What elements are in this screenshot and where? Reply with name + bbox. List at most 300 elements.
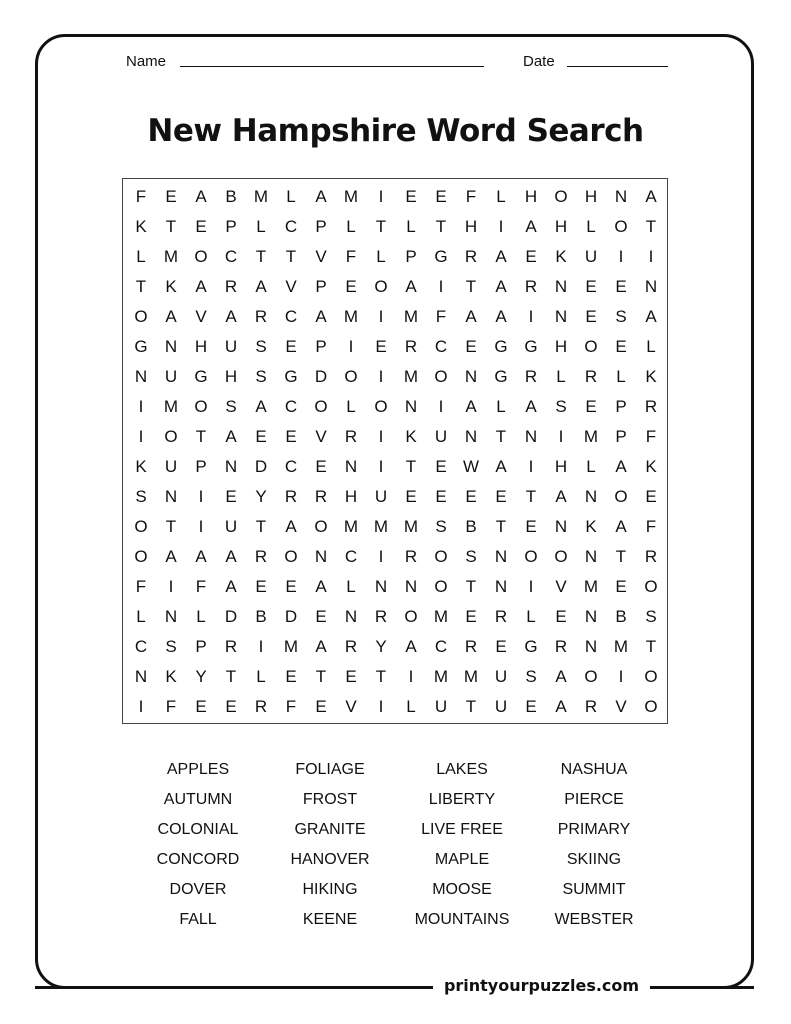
grid-cell[interactable]: A [225, 547, 237, 566]
grid-cell[interactable]: P [405, 247, 417, 266]
grid-cell[interactable]: Y [375, 637, 387, 656]
grid-cell[interactable]: O [554, 187, 568, 206]
grid-cell[interactable]: N [164, 487, 178, 506]
grid-cell[interactable]: I [258, 637, 264, 656]
grid-cell[interactable]: O [164, 427, 178, 446]
grid-cell[interactable]: O [644, 577, 658, 596]
grid-cell[interactable]: N [554, 517, 568, 536]
grid-cell[interactable]: N [464, 367, 478, 386]
grid-cell[interactable]: T [225, 667, 237, 686]
date-field[interactable] [567, 66, 668, 67]
grid-cell[interactable]: O [434, 577, 448, 596]
grid-cell[interactable]: V [615, 697, 627, 716]
grid-cell[interactable]: M [373, 517, 389, 536]
grid-cell[interactable]: B [615, 607, 627, 626]
grid-cell[interactable]: C [344, 547, 358, 566]
grid-cell[interactable]: O [614, 217, 628, 236]
grid-cell[interactable]: G [434, 247, 448, 266]
grid-cell[interactable]: D [284, 607, 298, 626]
grid-cell[interactable]: P [195, 637, 207, 656]
grid-cell[interactable]: T [285, 247, 297, 266]
grid-cell[interactable]: M [253, 187, 269, 206]
grid-cell[interactable]: E [315, 457, 327, 476]
grid-cell[interactable]: E [585, 277, 597, 296]
grid-cell[interactable]: O [434, 367, 448, 386]
grid-cell[interactable]: E [345, 277, 357, 296]
grid-cell[interactable]: E [465, 487, 477, 506]
grid-cell[interactable]: C [434, 337, 448, 356]
grid-cell[interactable]: G [284, 367, 298, 386]
grid-cell[interactable]: C [134, 637, 148, 656]
grid-cell[interactable]: R [374, 607, 388, 626]
grid-cell[interactable]: E [225, 487, 237, 506]
grid-cell[interactable]: I [138, 427, 144, 446]
grid-cell[interactable]: M [343, 307, 359, 326]
grid-cell[interactable]: A [255, 397, 267, 416]
grid-cell[interactable]: T [465, 697, 477, 716]
grid-cell[interactable]: E [405, 487, 417, 506]
grid-cell[interactable]: E [525, 517, 537, 536]
grid-cell[interactable]: O [134, 547, 148, 566]
grid-cell[interactable]: T [375, 217, 387, 236]
grid-cell[interactable]: C [284, 217, 298, 236]
grid-cell[interactable]: S [135, 487, 147, 506]
grid-cell[interactable]: K [555, 247, 567, 266]
grid-cell[interactable]: U [584, 247, 598, 266]
grid-cell[interactable]: T [645, 637, 657, 656]
grid-cell[interactable]: M [433, 607, 449, 626]
grid-cell[interactable]: L [136, 607, 146, 626]
grid-cell[interactable]: T [495, 427, 507, 446]
grid-cell[interactable]: N [494, 547, 508, 566]
grid-cell[interactable]: M [463, 667, 479, 686]
grid-cell[interactable]: L [346, 217, 356, 236]
grid-cell[interactable]: A [555, 667, 567, 686]
grid-cell[interactable]: E [285, 667, 297, 686]
grid-cell[interactable]: L [136, 247, 146, 266]
grid-cell[interactable]: T [405, 457, 417, 476]
grid-cell[interactable]: A [165, 307, 177, 326]
grid-cell[interactable]: A [645, 307, 657, 326]
grid-cell[interactable]: I [528, 307, 534, 326]
grid-cell[interactable]: A [465, 397, 477, 416]
grid-cell[interactable]: K [165, 667, 177, 686]
grid-cell[interactable]: Y [255, 487, 267, 506]
grid-cell[interactable]: I [408, 667, 414, 686]
grid-cell[interactable]: I [528, 457, 534, 476]
grid-cell[interactable]: R [344, 427, 358, 446]
grid-cell[interactable]: A [555, 487, 567, 506]
grid-cell[interactable]: H [224, 367, 238, 386]
grid-cell[interactable]: G [524, 637, 538, 656]
grid-cell[interactable]: Y [195, 667, 207, 686]
grid-cell[interactable]: B [225, 187, 237, 206]
grid-cell[interactable]: N [584, 547, 598, 566]
grid-cell[interactable]: R [314, 487, 328, 506]
grid-cell[interactable]: E [615, 337, 627, 356]
grid-cell[interactable]: O [644, 667, 658, 686]
grid-cell[interactable]: O [554, 547, 568, 566]
grid-cell[interactable]: A [555, 697, 567, 716]
grid-cell[interactable]: S [525, 667, 537, 686]
grid-cell[interactable]: S [255, 367, 267, 386]
grid-cell[interactable]: I [438, 397, 444, 416]
grid-cell[interactable]: O [134, 307, 148, 326]
grid-cell[interactable]: L [406, 697, 416, 716]
grid-cell[interactable]: E [315, 607, 327, 626]
grid-cell[interactable]: R [344, 637, 358, 656]
grid-cell[interactable]: R [584, 367, 598, 386]
grid-cell[interactable]: A [525, 217, 537, 236]
grid-cell[interactable]: L [496, 187, 506, 206]
grid-cell[interactable]: A [315, 637, 327, 656]
grid-cell[interactable]: U [434, 697, 448, 716]
grid-cell[interactable]: E [615, 277, 627, 296]
grid-cell[interactable]: E [225, 697, 237, 716]
grid-cell[interactable]: R [254, 307, 268, 326]
grid-cell[interactable]: A [615, 457, 627, 476]
grid-cell[interactable]: A [315, 577, 327, 596]
grid-cell[interactable]: F [645, 427, 657, 446]
grid-cell[interactable]: P [315, 337, 327, 356]
grid-cell[interactable]: R [404, 337, 418, 356]
grid-cell[interactable]: K [645, 457, 657, 476]
grid-cell[interactable]: A [315, 307, 327, 326]
grid-cell[interactable]: R [224, 277, 238, 296]
grid-cell[interactable]: A [495, 457, 507, 476]
grid-cell[interactable]: E [285, 577, 297, 596]
grid-cell[interactable]: E [465, 607, 477, 626]
grid-cell[interactable]: E [285, 337, 297, 356]
grid-cell[interactable]: N [584, 637, 598, 656]
grid-cell[interactable]: K [645, 367, 657, 386]
grid-cell[interactable]: O [314, 397, 328, 416]
grid-cell[interactable]: A [225, 307, 237, 326]
grid-cell[interactable]: A [495, 247, 507, 266]
grid-cell[interactable]: S [465, 547, 477, 566]
grid-cell[interactable]: E [435, 487, 447, 506]
grid-cell[interactable]: S [255, 337, 267, 356]
grid-cell[interactable]: R [284, 487, 298, 506]
grid-cell[interactable]: R [524, 277, 538, 296]
grid-cell[interactable]: I [378, 457, 384, 476]
grid-cell[interactable]: V [345, 697, 357, 716]
grid-cell[interactable]: U [434, 427, 448, 446]
grid-cell[interactable]: N [314, 547, 328, 566]
grid-cell[interactable]: N [524, 427, 538, 446]
grid-cell[interactable]: T [195, 427, 207, 446]
grid-cell[interactable]: P [225, 217, 237, 236]
grid-cell[interactable]: A [195, 547, 207, 566]
grid-cell[interactable]: U [494, 667, 508, 686]
grid-cell[interactable]: N [224, 457, 238, 476]
grid-cell[interactable]: N [404, 577, 418, 596]
grid-cell[interactable]: F [465, 187, 477, 206]
grid-cell[interactable]: N [554, 307, 568, 326]
grid-cell[interactable]: L [256, 667, 266, 686]
grid-cell[interactable]: G [494, 367, 508, 386]
grid-cell[interactable]: I [348, 337, 354, 356]
grid-cell[interactable]: O [374, 397, 388, 416]
grid-cell[interactable]: C [434, 637, 448, 656]
grid-cell[interactable]: L [616, 367, 626, 386]
grid-cell[interactable]: G [494, 337, 508, 356]
grid-cell[interactable]: F [645, 517, 657, 536]
grid-cell[interactable]: F [435, 307, 447, 326]
grid-cell[interactable]: A [225, 427, 237, 446]
grid-cell[interactable]: U [494, 697, 508, 716]
grid-cell[interactable]: T [615, 547, 627, 566]
grid-cell[interactable]: K [135, 457, 147, 476]
grid-cell[interactable]: L [556, 367, 566, 386]
grid-cell[interactable]: G [524, 337, 538, 356]
grid-cell[interactable]: T [645, 217, 657, 236]
grid-cell[interactable]: R [494, 607, 508, 626]
grid-cell[interactable]: O [614, 487, 628, 506]
grid-cell[interactable]: E [585, 397, 597, 416]
grid-cell[interactable]: A [285, 517, 297, 536]
grid-cell[interactable]: O [404, 607, 418, 626]
grid-cell[interactable]: O [644, 697, 658, 716]
grid-cell[interactable]: M [403, 307, 419, 326]
grid-cell[interactable]: B [465, 517, 477, 536]
grid-cell[interactable]: S [225, 397, 237, 416]
grid-cell[interactable]: N [554, 277, 568, 296]
grid-cell[interactable]: E [435, 457, 447, 476]
grid-cell[interactable]: U [224, 517, 238, 536]
grid-cell[interactable]: E [195, 217, 207, 236]
grid-cell[interactable]: O [134, 517, 148, 536]
grid-cell[interactable]: F [165, 697, 177, 716]
grid-cell[interactable]: G [194, 367, 208, 386]
grid-cell[interactable]: T [375, 667, 387, 686]
grid-cell[interactable]: N [344, 457, 358, 476]
grid-cell[interactable]: S [645, 607, 657, 626]
grid-cell[interactable]: T [525, 487, 537, 506]
grid-cell[interactable]: T [465, 577, 477, 596]
grid-cell[interactable]: E [315, 697, 327, 716]
grid-cell[interactable]: I [618, 667, 624, 686]
grid-cell[interactable]: N [404, 397, 418, 416]
grid-cell[interactable]: I [168, 577, 174, 596]
grid-cell[interactable]: A [405, 637, 417, 656]
grid-cell[interactable]: A [495, 307, 507, 326]
grid-cell[interactable]: M [343, 517, 359, 536]
grid-cell[interactable]: T [255, 517, 267, 536]
grid-cell[interactable]: F [285, 697, 297, 716]
grid-cell[interactable]: A [645, 187, 657, 206]
grid-cell[interactable]: I [528, 577, 534, 596]
grid-cell[interactable]: M [583, 577, 599, 596]
grid-cell[interactable]: A [495, 277, 507, 296]
grid-cell[interactable]: E [375, 337, 387, 356]
grid-cell[interactable]: N [644, 277, 658, 296]
grid-cell[interactable]: R [554, 637, 568, 656]
grid-cell[interactable]: O [314, 517, 328, 536]
grid-cell[interactable]: I [438, 277, 444, 296]
grid-cell[interactable]: H [194, 337, 208, 356]
grid-cell[interactable]: M [343, 187, 359, 206]
grid-cell[interactable]: I [198, 517, 204, 536]
grid-cell[interactable]: D [254, 457, 268, 476]
grid-cell[interactable]: H [464, 217, 478, 236]
grid-cell[interactable]: S [435, 517, 447, 536]
grid-cell[interactable]: R [224, 637, 238, 656]
grid-cell[interactable]: O [584, 337, 598, 356]
grid-cell[interactable]: S [555, 397, 567, 416]
grid-cell[interactable]: I [378, 307, 384, 326]
grid-cell[interactable]: O [374, 277, 388, 296]
grid-cell[interactable]: R [644, 547, 658, 566]
grid-cell[interactable]: U [164, 457, 178, 476]
grid-cell[interactable]: R [524, 367, 538, 386]
grid-cell[interactable]: F [195, 577, 207, 596]
grid-cell[interactable]: V [195, 307, 207, 326]
grid-cell[interactable]: O [194, 247, 208, 266]
grid-cell[interactable]: N [584, 487, 598, 506]
grid-cell[interactable]: P [315, 217, 327, 236]
grid-cell[interactable]: E [345, 667, 357, 686]
grid-cell[interactable]: O [524, 547, 538, 566]
grid-cell[interactable]: M [403, 367, 419, 386]
grid-cell[interactable]: V [315, 427, 327, 446]
grid-cell[interactable]: N [134, 367, 148, 386]
grid-cell[interactable]: M [163, 247, 179, 266]
grid-cell[interactable]: R [254, 547, 268, 566]
grid-cell[interactable]: T [315, 667, 327, 686]
grid-cell[interactable]: I [618, 247, 624, 266]
grid-cell[interactable]: K [135, 217, 147, 236]
grid-cell[interactable]: B [255, 607, 267, 626]
grid-cell[interactable]: K [585, 517, 597, 536]
grid-cell[interactable]: A [195, 277, 207, 296]
grid-cell[interactable]: C [284, 307, 298, 326]
grid-cell[interactable]: L [646, 337, 656, 356]
grid-cell[interactable]: N [164, 337, 178, 356]
grid-cell[interactable]: T [135, 277, 147, 296]
grid-cell[interactable]: L [196, 607, 206, 626]
grid-cell[interactable]: S [615, 307, 627, 326]
grid-cell[interactable]: G [134, 337, 148, 356]
grid-cell[interactable]: N [584, 607, 598, 626]
grid-cell[interactable]: N [134, 667, 148, 686]
grid-cell[interactable]: L [406, 217, 416, 236]
grid-cell[interactable]: L [346, 577, 356, 596]
grid-cell[interactable]: A [165, 547, 177, 566]
grid-cell[interactable]: M [283, 637, 299, 656]
grid-cell[interactable]: I [378, 697, 384, 716]
grid-cell[interactable]: A [525, 397, 537, 416]
grid-cell[interactable]: O [584, 667, 598, 686]
grid-cell[interactable]: O [344, 367, 358, 386]
grid-cell[interactable]: E [255, 577, 267, 596]
grid-cell[interactable]: F [345, 247, 357, 266]
grid-cell[interactable]: L [376, 247, 386, 266]
grid-cell[interactable]: E [465, 337, 477, 356]
grid-cell[interactable]: N [164, 607, 178, 626]
grid-cell[interactable]: L [286, 187, 296, 206]
grid-cell[interactable]: A [315, 187, 327, 206]
grid-cell[interactable]: H [554, 337, 568, 356]
grid-cell[interactable]: E [525, 697, 537, 716]
grid-cell[interactable]: V [285, 277, 297, 296]
grid-cell[interactable]: D [224, 607, 238, 626]
grid-cell[interactable]: T [495, 517, 507, 536]
grid-cell[interactable]: M [433, 667, 449, 686]
grid-cell[interactable]: K [405, 427, 417, 446]
grid-cell[interactable]: C [284, 457, 298, 476]
grid-cell[interactable]: I [558, 427, 564, 446]
grid-cell[interactable]: E [165, 187, 177, 206]
grid-cell[interactable]: A [195, 187, 207, 206]
grid-cell[interactable]: M [613, 637, 629, 656]
grid-cell[interactable]: E [615, 577, 627, 596]
grid-cell[interactable]: N [374, 577, 388, 596]
grid-cell[interactable]: C [284, 397, 298, 416]
grid-cell[interactable]: H [524, 187, 538, 206]
grid-cell[interactable]: L [586, 217, 596, 236]
grid-cell[interactable]: M [583, 427, 599, 446]
grid-cell[interactable]: P [615, 397, 627, 416]
grid-cell[interactable]: R [404, 547, 418, 566]
grid-cell[interactable]: I [378, 547, 384, 566]
grid-cell[interactable]: N [494, 577, 508, 596]
grid-cell[interactable]: I [648, 247, 654, 266]
grid-cell[interactable]: A [465, 307, 477, 326]
grid-cell[interactable]: R [644, 397, 658, 416]
grid-cell[interactable]: H [554, 217, 568, 236]
grid-cell[interactable]: L [496, 397, 506, 416]
grid-cell[interactable]: E [255, 427, 267, 446]
grid-cell[interactable]: E [645, 487, 657, 506]
grid-cell[interactable]: R [464, 247, 478, 266]
grid-cell[interactable]: R [464, 637, 478, 656]
grid-cell[interactable]: O [284, 547, 298, 566]
grid-cell[interactable]: R [584, 697, 598, 716]
grid-cell[interactable]: O [194, 397, 208, 416]
grid-cell[interactable]: H [554, 457, 568, 476]
grid-cell[interactable]: I [198, 487, 204, 506]
name-field[interactable] [180, 66, 484, 67]
grid-cell[interactable]: V [555, 577, 567, 596]
grid-cell[interactable]: E [405, 187, 417, 206]
grid-cell[interactable]: T [435, 217, 447, 236]
grid-cell[interactable]: T [465, 277, 477, 296]
grid-cell[interactable]: I [138, 397, 144, 416]
grid-cell[interactable]: R [254, 697, 268, 716]
grid-cell[interactable]: V [315, 247, 327, 266]
grid-cell[interactable]: N [464, 427, 478, 446]
grid-cell[interactable]: L [256, 217, 266, 236]
grid-cell[interactable]: N [614, 187, 628, 206]
grid-cell[interactable]: F [135, 577, 147, 596]
grid-cell[interactable]: E [495, 487, 507, 506]
grid-cell[interactable]: M [403, 517, 419, 536]
grid-cell[interactable]: H [344, 487, 358, 506]
grid-cell[interactable]: I [498, 217, 504, 236]
grid-cell[interactable]: E [555, 607, 567, 626]
grid-cell[interactable]: U [164, 367, 178, 386]
grid-cell[interactable]: A [225, 577, 237, 596]
grid-cell[interactable]: I [378, 427, 384, 446]
grid-cell[interactable]: S [165, 637, 177, 656]
grid-cell[interactable]: T [165, 517, 177, 536]
grid-cell[interactable]: L [586, 457, 596, 476]
grid-cell[interactable]: C [224, 247, 238, 266]
grid-cell[interactable]: F [135, 187, 147, 206]
grid-cell[interactable]: A [405, 277, 417, 296]
grid-cell[interactable]: I [378, 187, 384, 206]
